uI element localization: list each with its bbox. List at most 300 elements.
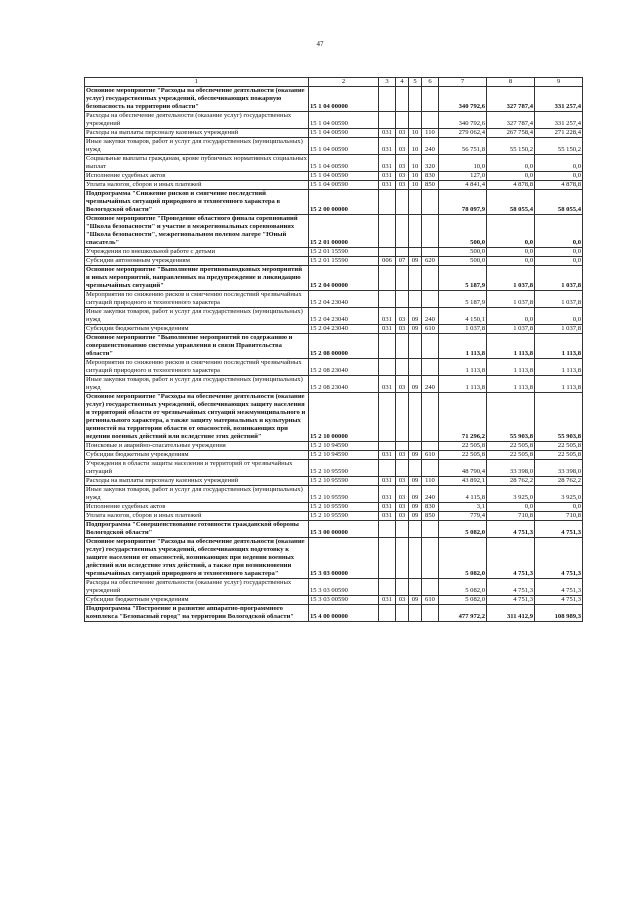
row-code-cell: 15 1 04 00590 — [309, 155, 379, 172]
row-subsection-cell — [409, 460, 422, 477]
row-value-cell: 4 751,3 — [535, 579, 583, 596]
row-section-cell — [396, 87, 409, 112]
row-ministry-cell: 031 — [379, 138, 396, 155]
table-row — [85, 503, 583, 512]
row-ministry-cell — [379, 190, 396, 215]
row-expense-type-cell: 850 — [422, 181, 439, 190]
row-name-cell: Иные закупки товаров, работ и услуг для государственных (муниципальных) нужд — [85, 376, 309, 393]
header-cell: 1 — [85, 78, 309, 87]
header-cell: 8 — [487, 78, 535, 87]
row-value-cell: 4 751,3 — [487, 521, 535, 538]
table-row — [85, 129, 583, 138]
row-name-cell: Иные закупки товаров, работ и услуг для государственных (муниципальных) нужд — [85, 486, 309, 503]
row-value-cell: 0,0 — [487, 248, 535, 257]
row-code-cell: 15 4 00 00000 — [309, 605, 379, 622]
table-row — [85, 334, 583, 359]
row-value-cell: 4 115,8 — [439, 486, 487, 503]
row-subsection-cell — [409, 190, 422, 215]
row-subsection-cell — [409, 393, 422, 442]
row-ministry-cell: 006 — [379, 257, 396, 266]
table-header-row — [85, 78, 583, 87]
row-subsection-cell: 09 — [409, 596, 422, 605]
table-row — [85, 257, 583, 266]
table-row — [85, 359, 583, 376]
row-value-cell: 1 113,8 — [439, 359, 487, 376]
row-subsection-cell: 10 — [409, 181, 422, 190]
row-name-cell: Основное мероприятие "Расходы на обеспечение деятельности (оказание услуг) государственных учреждений, обеспечивающих пожарную безопасность на территории области" — [85, 87, 309, 112]
row-ministry-cell: 031 — [379, 512, 396, 521]
row-value-cell: 10,0 — [439, 155, 487, 172]
table-row — [85, 291, 583, 308]
row-value-cell: 1 037,8 — [487, 325, 535, 334]
row-name-cell: Иные закупки товаров, работ и услуг для государственных (муниципальных) нужд — [85, 138, 309, 155]
row-value-cell: 0,0 — [487, 172, 535, 181]
row-code-cell: 15 2 01 15590 — [309, 257, 379, 266]
row-ministry-cell: 031 — [379, 451, 396, 460]
header-cell: 4 — [396, 78, 409, 87]
row-value-cell: 1 113,8 — [487, 359, 535, 376]
row-value-cell: 0,0 — [535, 257, 583, 266]
row-name-cell: Исполнение судебных актов — [85, 503, 309, 512]
row-subsection-cell: 09 — [409, 325, 422, 334]
row-expense-type-cell: 240 — [422, 486, 439, 503]
row-name-cell: Основное мероприятие "Расходы на обеспечение деятельности (оказание услуг) государственных учреждений, обеспечивающих подготовку к защите населения от опасностей, возникающих при ведении военных действий или вследствие этих действий, а также при возникновении чрезвычайных ситуаций природного и техногенного характера" — [85, 538, 309, 579]
row-subsection-cell: 09 — [409, 512, 422, 521]
row-code-cell: 15 2 08 23040 — [309, 359, 379, 376]
row-value-cell: 5 187,9 — [439, 291, 487, 308]
table-row — [85, 155, 583, 172]
row-expense-type-cell: 610 — [422, 596, 439, 605]
row-ministry-cell — [379, 538, 396, 579]
header-cell: 3 — [379, 78, 396, 87]
row-subsection-cell — [409, 442, 422, 451]
row-ministry-cell — [379, 291, 396, 308]
row-code-cell: 15 2 04 23040 — [309, 308, 379, 325]
row-subsection-cell — [409, 215, 422, 248]
row-section-cell: 07 — [396, 257, 409, 266]
row-value-cell: 0,0 — [487, 308, 535, 325]
row-code-cell: 15 3 03 00000 — [309, 538, 379, 579]
row-value-cell: 4 878,8 — [487, 181, 535, 190]
row-value-cell: 71 296,2 — [439, 393, 487, 442]
row-ministry-cell: 031 — [379, 325, 396, 334]
row-value-cell: 3,1 — [439, 503, 487, 512]
row-name-cell: Подпрограмма "Построение и развитие аппаратно-программного комплекса "Безопасный город" на территории Вологодской области" — [85, 605, 309, 622]
row-ministry-cell: 031 — [379, 376, 396, 393]
row-subsection-cell — [409, 521, 422, 538]
row-expense-type-cell — [422, 266, 439, 291]
row-subsection-cell: 09 — [409, 257, 422, 266]
row-code-cell: 15 2 00 00000 — [309, 190, 379, 215]
row-section-cell: 03 — [396, 181, 409, 190]
row-ministry-cell — [379, 521, 396, 538]
row-value-cell: 1 037,8 — [535, 266, 583, 291]
row-expense-type-cell — [422, 460, 439, 477]
row-value-cell: 500,0 — [439, 248, 487, 257]
table-row — [85, 308, 583, 325]
table-row — [85, 172, 583, 181]
row-expense-type-cell — [422, 521, 439, 538]
row-section-cell: 03 — [396, 451, 409, 460]
row-value-cell: 55 903,8 — [535, 393, 583, 442]
row-section-cell — [396, 359, 409, 376]
row-subsection-cell — [409, 112, 422, 129]
row-name-cell: Основное мероприятие "Выполнение противопаводковых мероприятий и иных мероприятий, направленных на предупреждение и ликвидацию чрезвычайных ситуаций" — [85, 266, 309, 291]
row-name-cell: Мероприятия по снижению рисков и смягчению последствий чрезвычайных ситуаций природного и техногенного характера — [85, 291, 309, 308]
row-section-cell: 03 — [396, 308, 409, 325]
row-value-cell: 267 758,4 — [487, 129, 535, 138]
row-subsection-cell — [409, 248, 422, 257]
row-value-cell: 4 751,3 — [535, 538, 583, 579]
row-subsection-cell — [409, 291, 422, 308]
row-section-cell: 03 — [396, 376, 409, 393]
row-name-cell: Подпрограмма "Совершенствование готовности гражданской обороны Вологодской области" — [85, 521, 309, 538]
table-row — [85, 393, 583, 442]
row-ministry-cell — [379, 579, 396, 596]
row-value-cell: 108 989,3 — [535, 605, 583, 622]
row-ministry-cell: 031 — [379, 503, 396, 512]
table-row — [85, 325, 583, 334]
row-section-cell: 03 — [396, 325, 409, 334]
table-row — [85, 376, 583, 393]
row-code-cell: 15 2 10 95590 — [309, 460, 379, 477]
row-value-cell: 0,0 — [535, 248, 583, 257]
row-name-cell: Учреждения по внешкольной работе с детьми — [85, 248, 309, 257]
row-value-cell: 1 113,8 — [535, 376, 583, 393]
table-row — [85, 266, 583, 291]
row-value-cell: 5 082,0 — [439, 579, 487, 596]
row-value-cell: 4 751,3 — [487, 579, 535, 596]
row-code-cell: 15 3 03 00590 — [309, 596, 379, 605]
row-code-cell: 15 2 08 23040 — [309, 376, 379, 393]
header-cell: 2 — [309, 78, 379, 87]
row-expense-type-cell — [422, 112, 439, 129]
row-section-cell — [396, 460, 409, 477]
row-value-cell: 5 187,9 — [439, 266, 487, 291]
row-name-cell: Субсидии бюджетным учреждениям — [85, 325, 309, 334]
row-name-cell: Расходы на обеспечение деятельности (оказание услуг) государственных учреждений — [85, 112, 309, 129]
row-ministry-cell — [379, 87, 396, 112]
row-expense-type-cell: 110 — [422, 129, 439, 138]
row-expense-type-cell — [422, 579, 439, 596]
row-name-cell: Поисковые и аварийно-спасательные учреждения — [85, 442, 309, 451]
row-value-cell: 3 925,0 — [535, 486, 583, 503]
row-expense-type-cell: 610 — [422, 451, 439, 460]
row-value-cell: 28 762,2 — [487, 477, 535, 486]
table-row — [85, 87, 583, 112]
row-name-cell: Субсидии бюджетным учреждениям — [85, 451, 309, 460]
row-ministry-cell: 031 — [379, 308, 396, 325]
row-value-cell: 0,0 — [487, 215, 535, 248]
row-value-cell: 22 505,8 — [535, 451, 583, 460]
row-value-cell: 127,0 — [439, 172, 487, 181]
row-name-cell: Социальные выплаты гражданам, кроме публичных нормативных социальных выплат — [86, 155, 307, 170]
row-value-cell: 58 055,4 — [487, 190, 535, 215]
row-expense-type-cell: 830 — [422, 503, 439, 512]
table-row — [85, 579, 583, 596]
header-cell: 9 — [535, 78, 583, 87]
row-expense-type-cell — [422, 442, 439, 451]
table-row — [85, 486, 583, 503]
row-ministry-cell: 031 — [379, 172, 396, 181]
row-section-cell — [396, 605, 409, 622]
table-row — [85, 442, 583, 451]
row-value-cell: 22 505,8 — [439, 442, 487, 451]
row-subsection-cell — [409, 538, 422, 579]
row-value-cell: 55 903,8 — [487, 393, 535, 442]
row-code-cell: 15 2 10 95590 — [309, 486, 379, 503]
row-expense-type-cell — [422, 190, 439, 215]
row-expense-type-cell: 320 — [422, 155, 439, 172]
row-ministry-cell: 031 — [379, 129, 396, 138]
row-section-cell — [396, 442, 409, 451]
row-expense-type-cell — [422, 291, 439, 308]
row-ministry-cell — [379, 334, 396, 359]
row-name-cell: Подпрограмма "Снижение рисков и смягчение последствий чрезвычайных ситуаций природного и техногенного характера в Вологодской области" — [85, 190, 309, 215]
row-subsection-cell: 09 — [409, 486, 422, 503]
row-value-cell: 55 150,2 — [487, 138, 535, 155]
row-value-cell: 311 412,9 — [487, 605, 535, 622]
row-ministry-cell: 031 — [379, 181, 396, 190]
row-code-cell: 15 2 01 00000 — [309, 215, 379, 248]
table-row — [85, 181, 583, 190]
table-row — [85, 596, 583, 605]
row-code-cell: 15 1 04 00590 — [309, 112, 379, 129]
budget-table — [84, 77, 583, 622]
table-row — [85, 512, 583, 521]
row-value-cell: 4 841,4 — [439, 181, 487, 190]
row-section-cell — [396, 538, 409, 579]
row-name-cell: Учреждения в области защиты населения и территорий от чрезвычайных ситуаций — [85, 460, 309, 477]
row-ministry-cell — [379, 605, 396, 622]
table-row — [85, 215, 583, 248]
row-section-cell — [396, 190, 409, 215]
row-ministry-cell — [379, 359, 396, 376]
row-section-cell: 03 — [396, 512, 409, 521]
row-subsection-cell: 09 — [409, 503, 422, 512]
row-code-cell: 15 2 04 23040 — [309, 291, 379, 308]
row-expense-type-cell — [422, 359, 439, 376]
row-value-cell: 78 097,9 — [439, 190, 487, 215]
row-name-cell: Расходы на обеспечение деятельности (оказание услуг) государственных учреждений — [85, 579, 309, 596]
row-subsection-cell — [409, 579, 422, 596]
row-expense-type-cell: 240 — [422, 376, 439, 393]
row-value-cell: 22 505,8 — [535, 442, 583, 451]
row-code-cell: 15 1 04 00590 — [309, 138, 379, 155]
row-value-cell: 1 113,8 — [535, 334, 583, 359]
table-row — [85, 477, 583, 486]
row-code-cell: 15 3 00 00000 — [309, 521, 379, 538]
row-name-cell: Субсидии автономным учреждениям — [85, 257, 309, 266]
row-value-cell: 340 792,6 — [439, 112, 487, 129]
row-section-cell — [396, 248, 409, 257]
row-value-cell: 33 398,0 — [535, 460, 583, 477]
row-code-cell: 15 2 10 94590 — [309, 451, 379, 460]
row-section-cell: 03 — [396, 477, 409, 486]
row-value-cell: 33 398,0 — [487, 460, 535, 477]
row-value-cell: 0,0 — [535, 308, 583, 325]
row-ministry-cell: 031 — [379, 155, 396, 172]
row-section-cell — [396, 215, 409, 248]
row-expense-type-cell: 110 — [422, 477, 439, 486]
row-ministry-cell — [379, 460, 396, 477]
row-code-cell: 15 2 04 00000 — [309, 266, 379, 291]
row-subsection-cell — [409, 605, 422, 622]
row-name-cell: Исполнение судебных актов — [85, 172, 309, 181]
header-cell: 7 — [439, 78, 487, 87]
row-value-cell: 4 751,3 — [535, 596, 583, 605]
row-value-cell: 5 082,0 — [439, 538, 487, 579]
row-section-cell: 03 — [396, 172, 409, 181]
row-value-cell: 1 037,8 — [439, 325, 487, 334]
row-expense-type-cell — [422, 538, 439, 579]
row-ministry-cell: 031 — [379, 596, 396, 605]
row-code-cell: 15 1 04 00000 — [309, 87, 379, 112]
row-value-cell: 0,0 — [535, 155, 583, 172]
row-value-cell: 5 082,0 — [439, 521, 487, 538]
row-name-cell: Уплата налогов, сборов и иных платежей — [85, 512, 309, 521]
row-code-cell: 15 2 10 95590 — [309, 477, 379, 486]
row-section-cell: 03 — [396, 138, 409, 155]
row-subsection-cell: 10 — [409, 129, 422, 138]
header-cell: 5 — [409, 78, 422, 87]
row-section-cell: 03 — [396, 129, 409, 138]
row-value-cell: 0,0 — [535, 503, 583, 512]
table-row — [85, 138, 583, 155]
row-code-cell: 15 2 10 95590 — [309, 503, 379, 512]
row-section-cell: 03 — [396, 486, 409, 503]
row-subsection-cell: 09 — [409, 308, 422, 325]
row-value-cell: 340 792,6 — [439, 87, 487, 112]
row-code-cell: 15 1 04 00590 — [309, 172, 379, 181]
row-expense-type-cell: 850 — [422, 512, 439, 521]
row-expense-type-cell — [422, 87, 439, 112]
row-expense-type-cell — [422, 215, 439, 248]
row-value-cell: 4 150,1 — [439, 308, 487, 325]
row-code-cell: 15 2 04 23040 — [309, 325, 379, 334]
row-code-cell: 15 2 08 00000 — [309, 334, 379, 359]
row-ministry-cell — [379, 248, 396, 257]
row-value-cell: 22 505,8 — [487, 451, 535, 460]
row-ministry-cell — [379, 215, 396, 248]
table-row — [85, 112, 583, 129]
row-code-cell: 15 2 10 00000 — [309, 393, 379, 442]
row-value-cell: 1 113,8 — [487, 334, 535, 359]
row-name-cell: Субсидии бюджетным учреждениям — [85, 596, 309, 605]
row-value-cell: 500,0 — [439, 215, 487, 248]
row-ministry-cell — [379, 112, 396, 129]
row-value-cell: 710,8 — [535, 512, 583, 521]
row-subsection-cell: 10 — [409, 155, 422, 172]
table-row — [85, 460, 583, 477]
table-row — [85, 190, 583, 215]
row-value-cell: 4 751,3 — [535, 521, 583, 538]
row-value-cell: 28 762,2 — [535, 477, 583, 486]
row-code-cell: 15 1 04 00590 — [309, 181, 379, 190]
row-value-cell: 5 082,0 — [439, 596, 487, 605]
row-code-cell: 15 2 10 94590 — [309, 442, 379, 451]
row-value-cell: 48 790,4 — [439, 460, 487, 477]
row-subsection-cell — [409, 87, 422, 112]
row-value-cell: 1 037,8 — [535, 291, 583, 308]
row-subsection-cell: 09 — [409, 451, 422, 460]
row-name-cell: Иные закупки товаров, работ и услуг для государственных (муниципальных) нужд — [85, 308, 309, 325]
table-row — [85, 538, 583, 579]
row-section-cell — [396, 393, 409, 442]
row-value-cell: 1 113,8 — [439, 376, 487, 393]
row-code-cell: 15 1 04 00590 — [309, 129, 379, 138]
row-section-cell: 03 — [396, 155, 409, 172]
row-value-cell: 327 787,4 — [487, 87, 535, 112]
row-name-cell: Мероприятия по снижению рисков и смягчению последствий чрезвычайных ситуаций природного и техногенного характера — [85, 359, 309, 376]
row-value-cell: 279 062,4 — [439, 129, 487, 138]
row-value-cell: 4 751,3 — [487, 596, 535, 605]
row-value-cell: 0,0 — [535, 172, 583, 181]
table-row — [85, 451, 583, 460]
row-section-cell: 03 — [396, 503, 409, 512]
row-value-cell: 331 257,4 — [535, 112, 583, 129]
row-value-cell: 779,4 — [439, 512, 487, 521]
row-expense-type-cell: 240 — [422, 308, 439, 325]
row-value-cell: 500,0 — [439, 257, 487, 266]
row-value-cell: 1 037,8 — [487, 266, 535, 291]
row-value-cell: 477 972,2 — [439, 605, 487, 622]
row-value-cell: 55 150,2 — [535, 138, 583, 155]
row-section-cell — [396, 579, 409, 596]
header-cell: 6 — [422, 78, 439, 87]
row-ministry-cell: 031 — [379, 477, 396, 486]
row-section-cell: 03 — [396, 596, 409, 605]
row-value-cell: 1 113,8 — [487, 376, 535, 393]
row-subsection-cell — [409, 334, 422, 359]
row-value-cell: 0,0 — [487, 155, 535, 172]
row-value-cell: 58 055,4 — [535, 190, 583, 215]
row-section-cell — [396, 521, 409, 538]
row-ministry-cell — [379, 266, 396, 291]
row-code-cell: 15 3 03 00590 — [309, 579, 379, 596]
row-value-cell: 22 505,8 — [439, 451, 487, 460]
row-expense-type-cell — [422, 393, 439, 442]
table-row — [85, 248, 583, 257]
row-expense-type-cell: 240 — [422, 138, 439, 155]
row-section-cell — [396, 334, 409, 359]
row-expense-type-cell — [422, 248, 439, 257]
page-number: 47 — [316, 40, 324, 48]
row-value-cell: 331 257,4 — [535, 87, 583, 112]
row-subsection-cell — [409, 266, 422, 291]
row-value-cell: 1 037,8 — [487, 291, 535, 308]
row-value-cell: 710,8 — [487, 512, 535, 521]
row-expense-type-cell — [422, 605, 439, 622]
row-value-cell: 1 037,8 — [535, 325, 583, 334]
row-subsection-cell: 10 — [409, 138, 422, 155]
row-subsection-cell — [409, 359, 422, 376]
row-code-cell: 15 2 10 95590 — [309, 512, 379, 521]
row-expense-type-cell: 610 — [422, 325, 439, 334]
row-value-cell: 4 878,8 — [535, 181, 583, 190]
row-expense-type-cell — [422, 334, 439, 359]
row-name-cell: Расходы на выплаты персоналу казенных учреждений — [85, 477, 309, 486]
row-subsection-cell: 09 — [409, 376, 422, 393]
row-value-cell: 327 787,4 — [487, 112, 535, 129]
row-expense-type-cell: 830 — [422, 172, 439, 181]
row-section-cell — [396, 112, 409, 129]
row-code-cell: 15 2 01 15590 — [309, 248, 379, 257]
row-subsection-cell: 09 — [409, 477, 422, 486]
row-value-cell: 22 505,8 — [487, 442, 535, 451]
row-name-cell: Уплата налогов, сборов и иных платежей — [85, 181, 309, 190]
row-value-cell: 0,0 — [487, 503, 535, 512]
